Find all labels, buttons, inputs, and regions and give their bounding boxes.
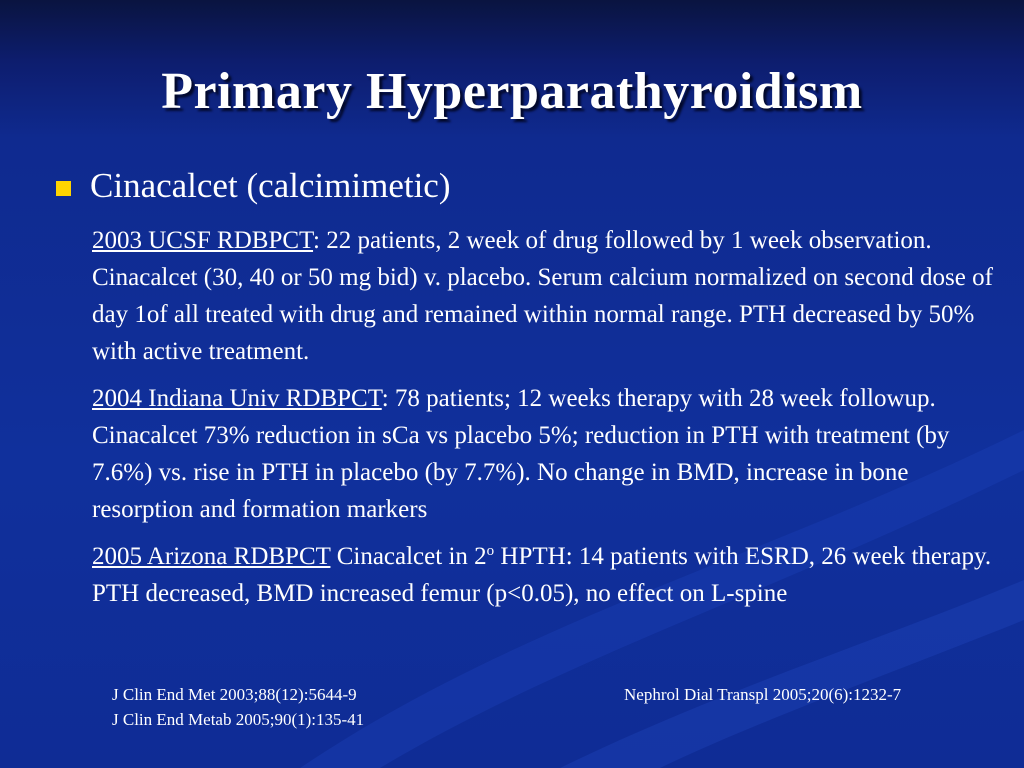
square-bullet-icon bbox=[56, 181, 71, 196]
study-text-continued: HPTH: 14 patients with ESRD, 26 week therapy. PTH decreased, BMD increased femur (p<0.05), no effect on L-spine bbox=[92, 543, 992, 607]
study-paragraph-2005 bbox=[92, 538, 997, 612]
study-label: 2005 Arizona RDBPCT bbox=[92, 543, 331, 570]
superscript: o bbox=[486, 543, 495, 559]
bullet-item bbox=[56, 166, 451, 206]
reference-line: J Clin End Metab 2005;90(1):135-41 bbox=[112, 710, 365, 729]
reference-line: J Clin End Met 2003;88(12):5644-9 bbox=[112, 685, 357, 704]
slide-title: Primary Hyperparathyroidism bbox=[161, 63, 863, 120]
bullet-text: Cinacalcet (calcimimetic) bbox=[90, 166, 451, 205]
references-left bbox=[112, 682, 364, 732]
reference-line: Nephrol Dial Transpl 2005;20(6):1232-7 bbox=[624, 685, 902, 704]
references-right bbox=[624, 682, 901, 707]
study-label: 2003 UCSF RDBPCT bbox=[92, 227, 314, 254]
study-paragraph-2004 bbox=[92, 380, 997, 528]
study-text: : 22 patients, 2 week of drug followed by 1 week observation. Cinacalcet (30, 40 or 50 mg bid) v. placebo. Serum calcium normalized on second dose of day 1of all treated with drug and remained within normal range. PTH decreased by 50% with active treatment. bbox=[92, 227, 993, 365]
study-label: 2004 Indiana Univ RDBPCT bbox=[92, 385, 382, 412]
study-paragraph-2003 bbox=[92, 222, 997, 370]
study-text: Cinacalcet in 2 bbox=[330, 543, 487, 570]
study-text: : 78 patients; 12 weeks therapy with 28 week followup. Cinacalcet 73% reduction in sCa vs placebo 5%; reduction in PTH with treatment (by 7.6%) vs. rise in PTH in placebo (by 7.7%). No change in BMD, increase in bone resorption and formation markers bbox=[92, 385, 950, 523]
